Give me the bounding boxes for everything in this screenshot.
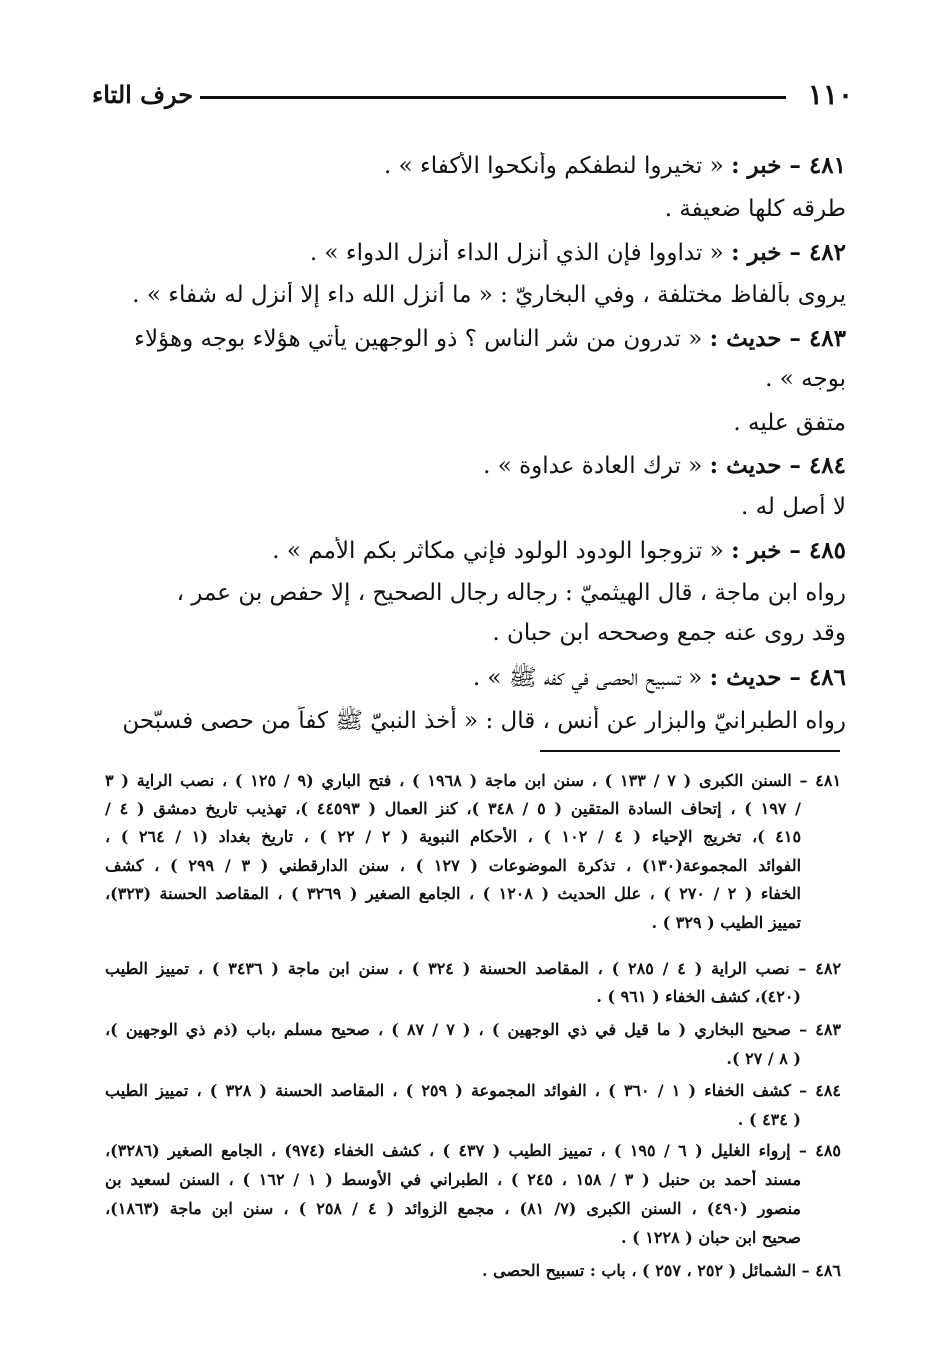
body-line: بوجه » . — [765, 366, 846, 392]
footnote-line: الفوائد المجموعة(١٣٠) ، تذكرة الموضوعات ( ١٢٧ ) ، سنن الدارقطني ( ٣ / ٢٩٩ ) ، كشف — [105, 856, 801, 875]
footnote-rule — [540, 750, 840, 752]
footnote-line: ٤٨٢ – نصب الراية ( ٤ / ٢٨٥ ) ، المقاصد الحسنة ( ٣٢٤ ) ، سنن ابن ماجة ( ٣٤٣٦ ) ، تمييز الطيب — [105, 959, 841, 978]
footnote-line: ( ٤٣٤ ) . — [737, 1110, 801, 1129]
footnote-line: ٤١٥ )، تخريج الإحياء ( ٤ / ١٠٢ ) ، الأحكام النبوية ( ٢ / ٢٢ ) ، تاريخ بغداد (١ / ٢٦٤ ) ، — [105, 827, 801, 846]
header-rule — [200, 96, 786, 99]
body-line: رواه ابن ماجة ، قال الهيثميّ : رجاله رجال الصحيح ، إلا حفص بن عمر ، — [176, 580, 846, 606]
footnote-line: الخفاء ( ٢ / ٢٧٠ ) ، علل الحديث ( ١٢٠٨ ) ، الجامع الصغير ( ٣٢٦٩ ) ، المقاصد الحسنة (٣٢٣)، — [105, 884, 801, 903]
footnote-line: ٤٨٦ – الشمائل ( ٢٥٢ ، ٢٥٧ ) ، باب : تسبيح الحصى . — [482, 1261, 841, 1280]
footnote-line: تمييز الطيب ( ٣٢٩ ) . — [651, 913, 801, 932]
body-line: متفق عليه . — [733, 410, 846, 436]
footnote-line: ٤٨٣ – صحيح البخاري ( ما قيل في ذي الوجهين ) ، ( ٧ / ٨٧ ) ، صحيح مسلم ،باب (ذم ذي الوجهين )، — [105, 1020, 841, 1039]
page-number: ١١٠ — [807, 78, 853, 111]
body-line: وقد روى عنه جمع وصححه ابن حبان . — [492, 620, 846, 646]
body-line: ٤٨٢ – خبر : « تداووا فإن الذي أنزل الداء أنزل الدواء » . — [309, 239, 846, 266]
section-title: حرف التاء — [92, 80, 194, 109]
body-line: ٤٨٥ – خبر : « تزوجوا الودود الولود فإني مكاثر بكم الأمم » . — [272, 537, 846, 564]
body-line: لا أصل له . — [740, 494, 846, 520]
running-header — [0, 74, 941, 114]
footnote-line: صحيح ابن حبان ( ١٢٢٨ ) . — [621, 1228, 801, 1247]
footnote-line: ( ٨ / ٢٧ ). — [726, 1049, 801, 1068]
footnote-line: مسند أحمد بن حنبل ( ٣ / ١٥٨ ، ٢٤٥ ) ، الطبراني في الأوسط ( ١ / ١٦٢ ) ، السنن لسعيد بن — [105, 1170, 801, 1189]
footnote-line: (٤٢٠)، كشف الخفاء ( ٩٦١ ) . — [596, 987, 801, 1006]
body-line: رواه الطبرانيّ والبزار عن أنس ، قال : « أخذ النبيّ ﷺ كفاً من حصى فسبّحن — [122, 708, 846, 734]
body-line: ٤٨١ – خبر : « تخيروا لنطفكم وأنكحوا الأكفاء » . — [383, 152, 846, 179]
body-line: طرقه كلها ضعيفة . — [664, 196, 846, 222]
body-line: يروى بألفاظ مختلفة ، وفي البخاريّ : « ما أنزل الله داء إلا أنزل له شفاء » . — [132, 282, 846, 308]
footnote-line: ٤٨١ – السنن الكبرى ( ٧ / ١٣٣ ) ، سنن ابن ماجة ( ١٩٦٨ ) ، فتح الباري (٩ / ١٢٥ ) ، نصب الراية ( ٣ — [105, 771, 841, 790]
body-line: ٤٨٤ – حديث : « ترك العادة عداوة » . — [483, 452, 846, 479]
footnote-line: ٤٨٤ – كشف الخفاء ( ١ / ٣٦٠ ) ، الفوائد المجموعة ( ٢٥٩ ) ، المقاصد الحسنة ( ٣٢٨ ) ، تمييز الطيب — [105, 1081, 841, 1100]
body-line: ٤٨٦ – حديث : « تسبيح الحصى في كفه ﷺ » . — [472, 664, 846, 691]
footnote-line: / ١٩٧ ) ، إتحاف السادة المتقين ( ٥ / ٣٤٨ )، كنز العمال ( ٤٤٥٩٣ )، تهذيب تاريخ دمشق ( ٤ / — [105, 799, 801, 818]
body-line: ٤٨٣ – حديث : « تدرون من شر الناس ؟ ذو الوجهين يأتي هؤلاء بوجه وهؤلاء — [134, 325, 846, 352]
footnote-line: ٤٨٥ – إرواء الغليل ( ٦ / ١٩٥ ) ، تمييز الطيب ( ٤٣٧ ) ، كشف الخفاء (٩٧٤) ، الجامع الصغير (٣٢٨٦)، — [105, 1141, 841, 1160]
footnote-line: منصور (٤٩٠) ، السنن الكبرى (٧/ ٨١) ، مجمع الزوائد ( ٤ / ٢٥٨ ) ، سنن ابن ماجة (١٨٦٣)، — [105, 1199, 801, 1218]
